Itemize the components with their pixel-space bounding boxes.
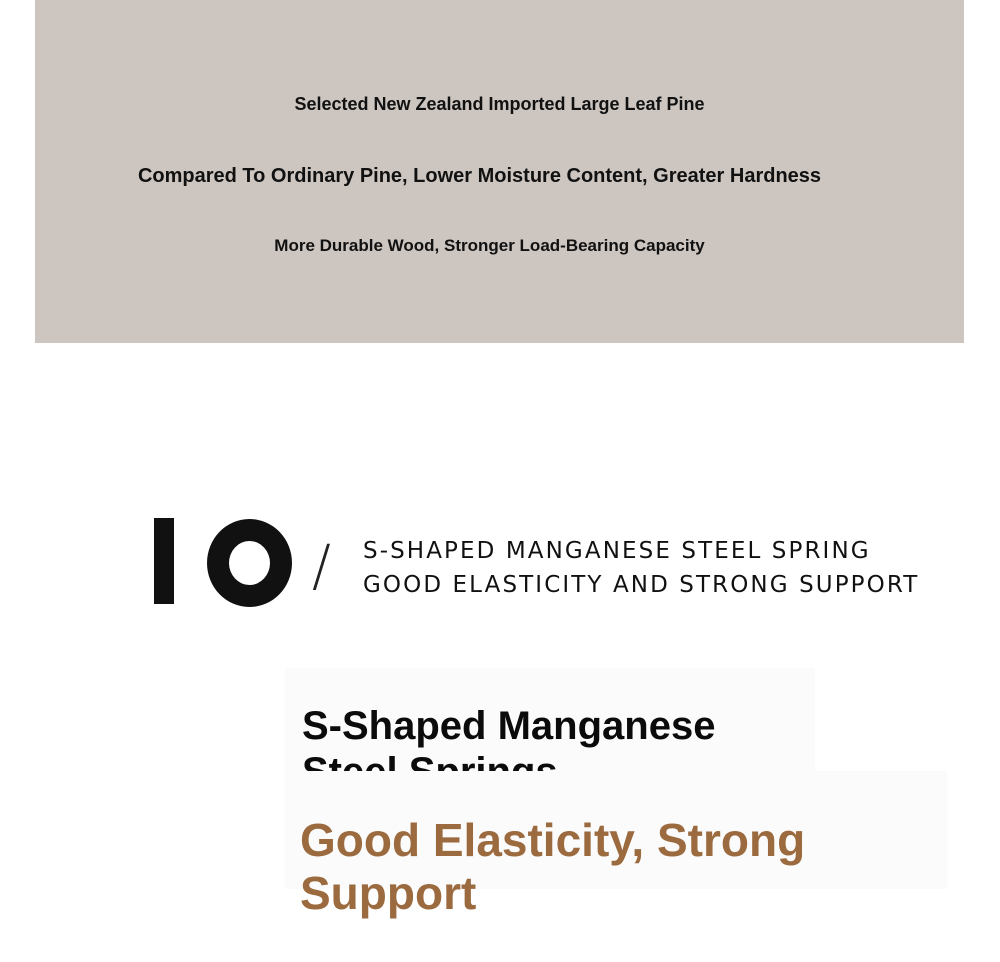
section-number-zero-mark: [207, 519, 292, 607]
spring-title: S-Shaped Manganese: [302, 703, 716, 748]
section-heading-line: S-SHAPED MANGANESE STEEL SPRING: [363, 538, 871, 564]
wood-feature-line: Selected New Zealand Imported Large Leaf Pine: [294, 94, 705, 114]
spring-subtitle: Good Elasticity, Strong Support: [300, 814, 806, 920]
wood-feature-line: More Durable Wood, Stronger Load-Bearing Capacity: [274, 236, 705, 255]
wood-feature-line: Compared To Ordinary Pine, Lower Moisture Content, Greater Hardness: [137, 165, 822, 187]
section-heading-line: GOOD ELASTICITY AND STRONG SUPPORT: [363, 572, 920, 598]
section-divider-slash: /: [312, 534, 331, 599]
section-number-one-mark: [154, 518, 174, 604]
wood-feature-panel: [35, 0, 964, 343]
section-heading: [363, 534, 919, 602]
